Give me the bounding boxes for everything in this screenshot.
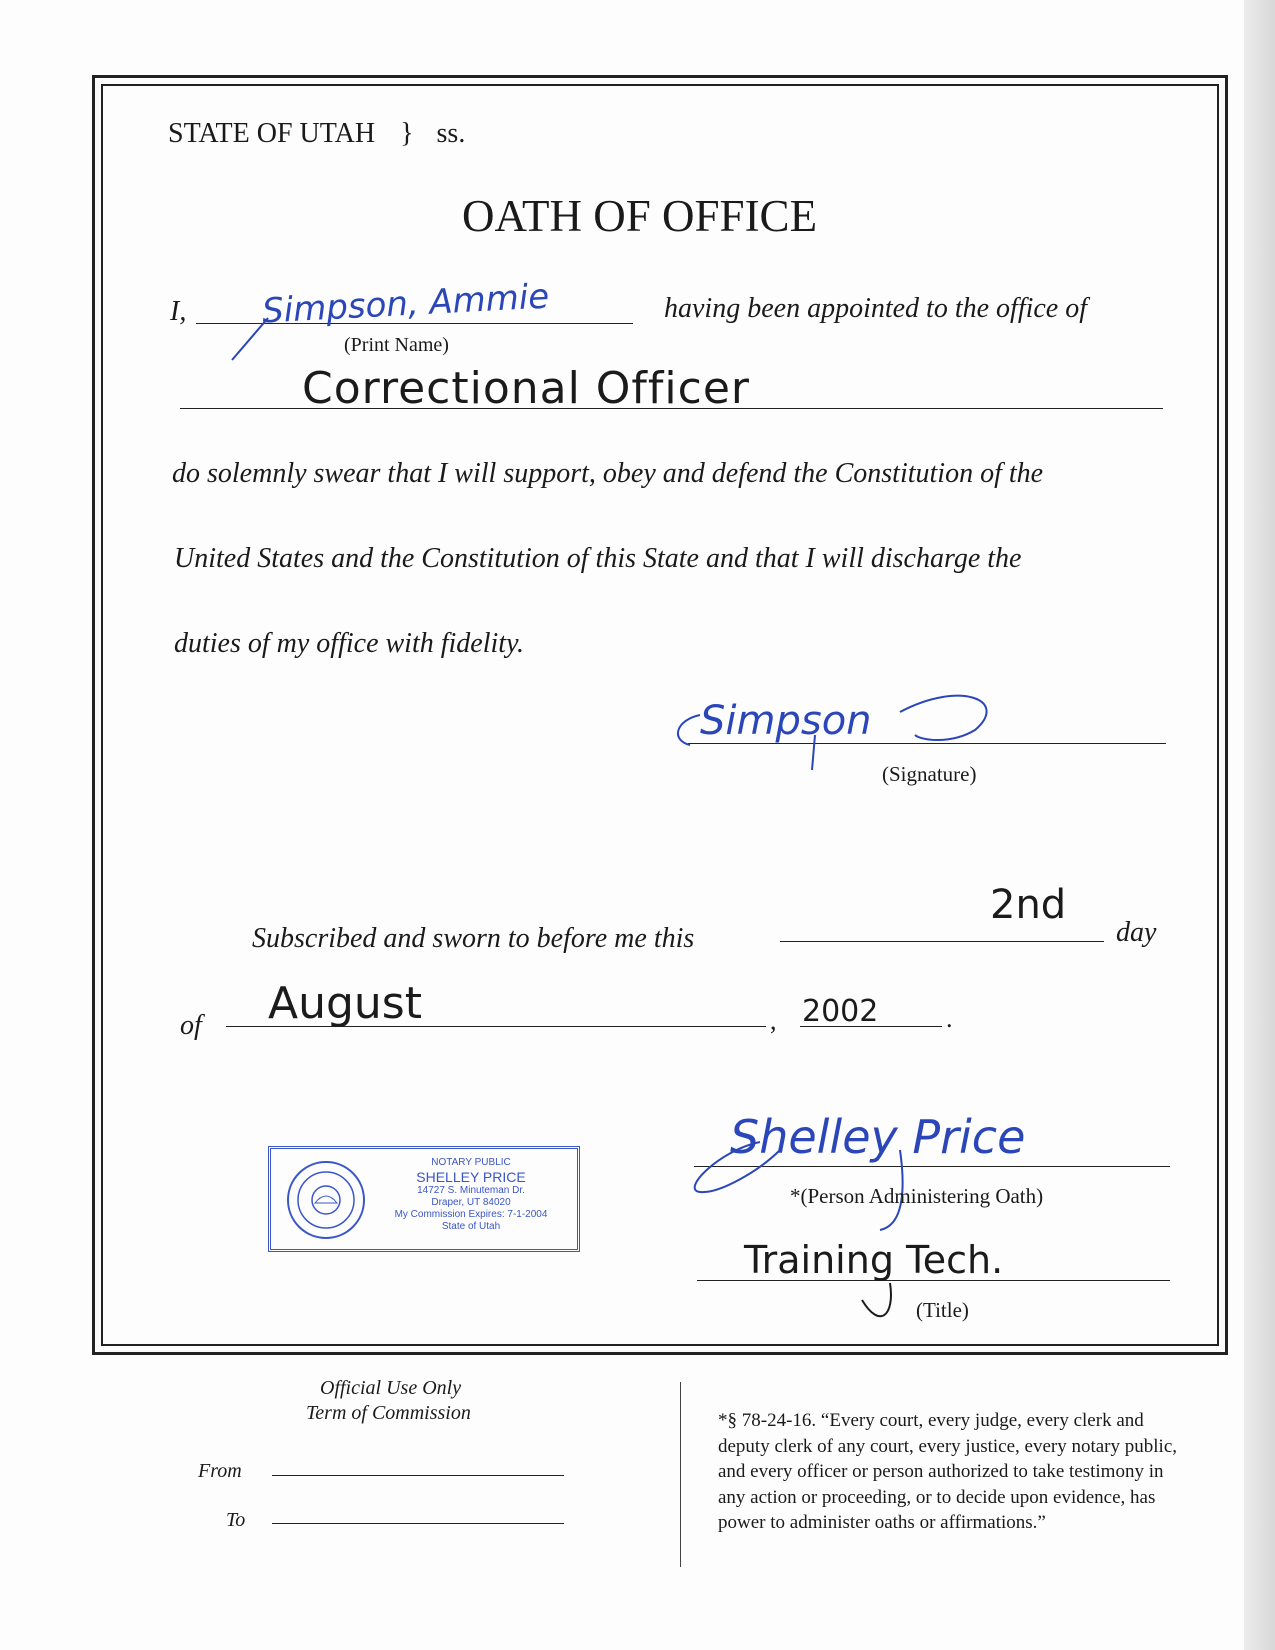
brace: } <box>400 118 414 149</box>
oath-intro: I, <box>170 296 187 327</box>
office-value: Correctional Officer <box>302 363 750 414</box>
to-line <box>272 1523 564 1524</box>
year-value: 2002 <box>802 994 879 1029</box>
footnote-line-2: deputy clerk of any court, every justice, every notary public, <box>718 1435 1177 1457</box>
title-label: (Title) <box>916 1298 969 1322</box>
from-line <box>272 1475 564 1476</box>
month-value: August <box>268 978 422 1029</box>
to-label: To <box>226 1509 246 1531</box>
page-title: OATH OF OFFICE <box>462 191 818 241</box>
stamp-line-1: NOTARY PUBLIC <box>431 1157 511 1168</box>
official-use-heading: Official Use Only <box>320 1377 462 1399</box>
print-name-value: Simpson, Ammie <box>261 276 551 332</box>
term-of-commission-heading: Term of Commission <box>306 1402 471 1424</box>
section-divider <box>680 1382 681 1567</box>
footnote-line-1: *§ 78-24-16. “Every court, every judge, every clerk and <box>718 1410 1144 1431</box>
oath-body-line-3: duties of my office with fidelity. <box>174 628 524 659</box>
footnote <box>718 1408 1177 1536</box>
administrator-label: *(Person Administering Oath) <box>790 1184 1044 1208</box>
oath-signature-value: Simpson <box>700 698 872 744</box>
from-label: From <box>198 1460 242 1482</box>
stamp-line-4: Draper, UT 84020 <box>431 1197 511 1208</box>
print-name-label: (Print Name) <box>344 334 449 356</box>
ss-label: ss. <box>436 118 466 149</box>
stamp-line-3: 14727 S. Minuteman Dr. <box>417 1185 525 1196</box>
day-label: day <box>1116 917 1157 948</box>
administrator-signature-value: Shelley Price <box>730 1110 1026 1164</box>
stamp-line-6: State of Utah <box>441 1221 501 1232</box>
footnote-line-4: any action or proceeding, or to decide upon evidence, has <box>718 1486 1156 1508</box>
of-label: of <box>180 1010 202 1041</box>
stamp-line-5: My Commission Expires: 7-1-2004 <box>394 1209 548 1220</box>
signature-label: (Signature) <box>882 762 977 786</box>
state-name: STATE OF UTAH <box>168 118 376 149</box>
day-value: 2nd <box>990 882 1067 928</box>
oath-body-line-1: do solemnly swear that I will support, obey and defend the Constitution of the <box>172 458 1044 489</box>
appointed-text: having been appointed to the office of <box>664 293 1088 324</box>
stamp-line-2: SHELLEY PRICE <box>416 1169 526 1185</box>
footnote-line-3: and every officer or person authorized to take testimony in <box>718 1461 1164 1482</box>
sworn-text: Subscribed and sworn to before me this <box>252 923 695 954</box>
footnote-line-5: power to administer oaths or affirmations.” <box>718 1512 1046 1533</box>
oath-body-line-2: United States and the Constitution of this State and that I will discharge the <box>174 543 1022 574</box>
year-period: . <box>946 1004 953 1033</box>
month-comma: , <box>770 1006 777 1035</box>
title-value: Training Tech. <box>744 1238 1004 1282</box>
